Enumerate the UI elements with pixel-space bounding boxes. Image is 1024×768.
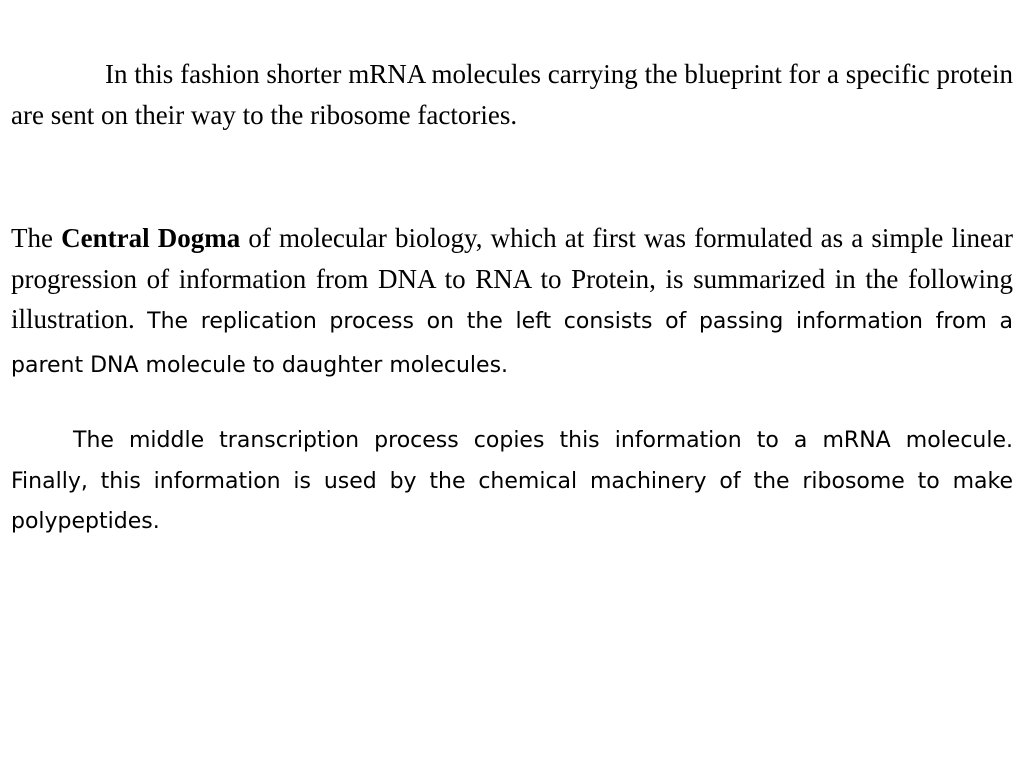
paragraph-central-dogma bbox=[11, 218, 1013, 386]
paragraph-2-serif-text: of molecular biology, which at first was formulated as a simple linear progression of information from DNA to RNA to Protein, is summarized in the following illustration. bbox=[11, 223, 1013, 334]
central-dogma-term: Central Dogma bbox=[61, 223, 241, 253]
paragraph-mrna-blueprint: In this fashion shorter mRNA molecules carrying the blueprint for a specific protein are sent on their way to the ribosome factories. bbox=[11, 59, 1013, 130]
paragraph-2-intro: The bbox=[11, 223, 62, 253]
paragraph-2-sans-text: The replication process on the left consists of passing information from a parent DNA molecule to daughter molecules. bbox=[11, 309, 1013, 378]
paragraph-transcription: The middle transcription process copies this information to a mRNA molecule. Finally, this information is used by the chemical machinery of the ribosome to make polypeptides. bbox=[11, 428, 1013, 534]
